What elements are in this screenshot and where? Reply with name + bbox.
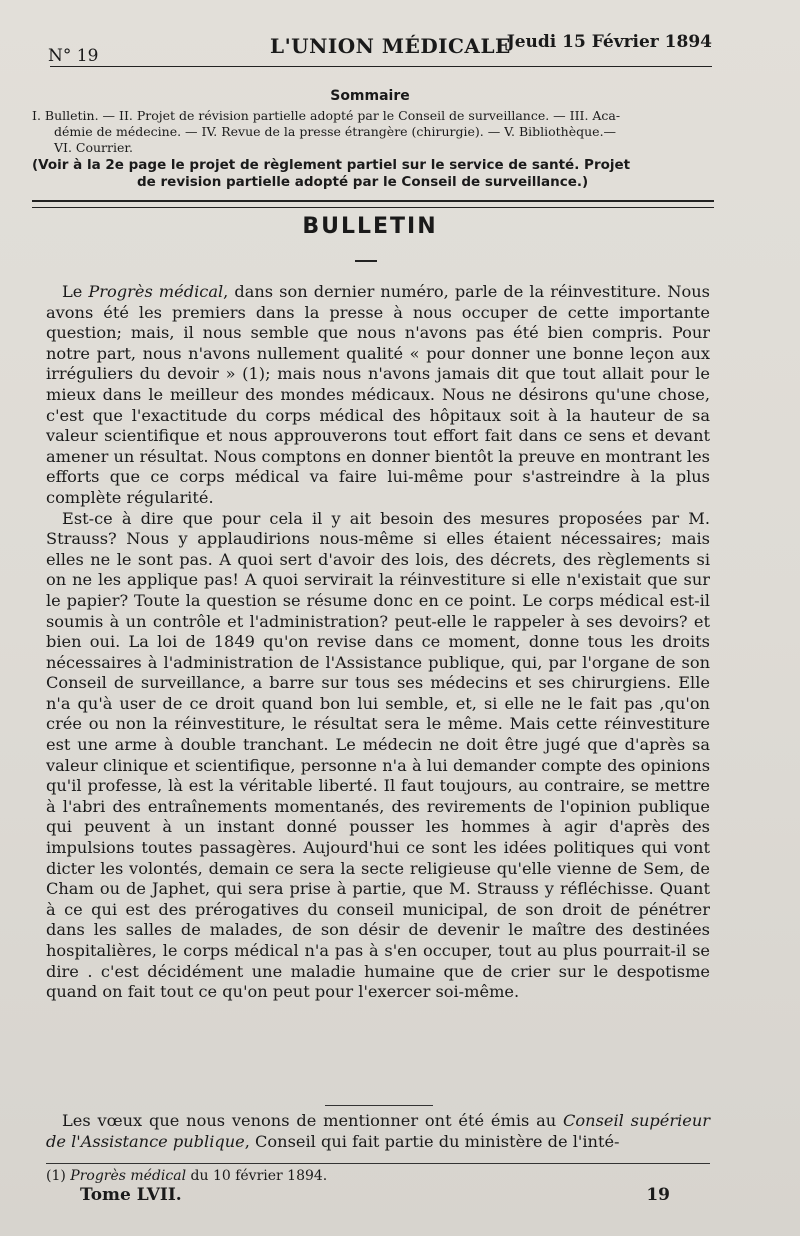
sommaire-line: VI. Courrier. xyxy=(54,140,133,155)
sommaire-note xyxy=(32,157,722,191)
sommaire-note-line: de revision partielle adopté par le Conseil de surveillance.) xyxy=(137,174,589,190)
paragraph: Le Progrès médical, dans son dernier numéro, parle de la réinvestiture. Nous avons été les premiers dans la presse à nous occuper de cette importante question; mais, il nous semble que nous n'avons pas été bien compris. Pour notre part, nous n'avons nullement qualité « pour donner une bonne leçon aux irréguliers du devoir » (1); mais nous n'avons jamais dit que tout allait pour le mieux dans le meilleur des mondes médicaux. Nous ne désirons qu'une chose, c'est que l'exactitude du corps médical des hôpitaux soit à la hauteur de sa valeur scientifique et nous approuverons tout effort fait dans ce sens et devant amener un résultat. Nous comptons en donner bientôt la preuve en montrant les efforts que ce corps médical va faire lui-même pour s'astreindre à la plus complète régularité. xyxy=(46,282,710,507)
journal-reference: Progrès médical xyxy=(88,282,224,301)
tome-label: Tome LVII. xyxy=(80,1185,182,1205)
section-double-rule xyxy=(32,200,714,208)
sommaire-line: démie de médecine. — IV. Revue de la presse étrangère (chirurgie). — V. Bibliothèque.— xyxy=(54,124,617,139)
paragraph: Les vœux que nous venons de mentionner ont été émis au Conseil supérieur de l'Assistance publique, Conseil qui fait partie du ministère de l'inté- xyxy=(46,1111,710,1151)
paragraph: Est-ce à dire que pour cela il y ait besoin des mesures proposées par M. Strauss? Nous y applaudirions nous-même si elles étaient nécessaires; mais elles ne le sont pas. A quoi sert d'avoir des lois, des décrets, des règlements si on ne les applique pas! A quoi servirait la réinvestiture si elle n'existait que sur le papier? Toute la question se résume donc en ce point. Le corps médical est-il soumis à un contrôle et l'administration? peut-elle le rappeler à ses devoirs? et bien oui. La loi de 1849 qu'on revise dans ce moment, donne tous les droits nécessaires à l'administration de l'Assistance publique, qui, par l'organe de son Conseil de surveillance, a barre sur tous ses médecins et ses chirurgiens. Elle n'a qu'à user de ce droit quand bon lui semble, et, si elle ne le fait pas ,qu'on crée ou non la réinvestiture, le résultat sera le même. Mais cette réinvestiture est une arme à double tranchant. Le médecin ne doit être jugé que d'après sa valeur clinique et scientifique, personne n'a à lui demander compte des opinions qu'il professe, là est la véritable liberté. Il faut toujours, au contraire, se mettre à l'abri des entraînements momentanés, des revirements de l'opinion publique qui peuvent à un instant donné pousser les hommes à agir d'après des impulsions toutes passagères. Aujourd'hui ce sont les idées politiques qui vont dicter les volontés, demain ce sera la secte religieuse qu'elle vienne de Sem, de Cham ou de Japhet, qui sera prise à partie, que M. Strauss y réfléchisse. Quant à ce qui est des prérogatives du conseil municipal, de son droit de pénétrer dans les salles de malades, de son désir de devenir le maître des destinées hospitalières, le corps médical n'a pas à s'en occuper, tout au plus pourrait-il se dire . c'est décidément une maladie humaine que de crier sur le despotisme quand on fait tout ce qu'on peut pour l'exercer soi-même. xyxy=(46,508,710,1002)
issue-date: Jeudi 15 Février 1894 xyxy=(506,32,712,52)
sommaire-line: I. Bulletin. — II. Projet de révision partielle adopté par le Conseil de surveillance. — III. Aca- xyxy=(32,108,621,123)
header-rule xyxy=(50,66,712,67)
sommaire-note-line: (Voir à la 2e page le projet de règlement partiel sur le service de santé. Projet xyxy=(32,157,631,173)
sommaire-title: Sommaire xyxy=(330,88,410,104)
institution-reference: Conseil supérieur de l'Assistance publique xyxy=(46,1111,710,1151)
footnote: (1) Progrès médical du 10 février 1894. xyxy=(46,1168,328,1184)
article-body xyxy=(46,282,710,1003)
page-header xyxy=(38,28,712,66)
paragraph-separator xyxy=(325,1105,433,1106)
sommaire-contents xyxy=(32,108,722,156)
section-title: BULLETIN xyxy=(302,214,438,239)
footnote-rule xyxy=(46,1163,710,1164)
section-title-dash xyxy=(355,260,377,262)
journal-title: L'UNION MÉDICALE xyxy=(270,34,511,58)
page-number: 19 xyxy=(646,1185,670,1205)
issue-number: N° 19 xyxy=(48,46,99,66)
